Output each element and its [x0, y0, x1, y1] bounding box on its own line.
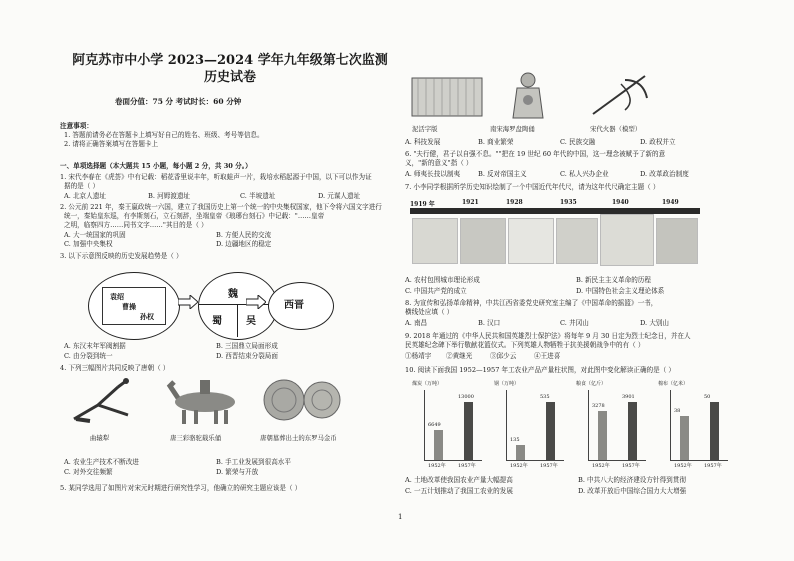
q10-stem: 10. 阅读下面我国 1952—1957 年工农业产品产量柱状图，对此图中变化解读正确的是（ ）	[405, 366, 676, 374]
q4-stem: 4. 下列三幅图片共同反映了唐朝（ ）	[60, 364, 170, 372]
q7-option-d: D. 中国特色社会主义理论体系	[576, 287, 665, 295]
timeline-image-4	[556, 218, 598, 264]
timeline-year-5: 1940	[612, 199, 629, 206]
q9-option-4: ④王进喜	[534, 352, 561, 360]
camel-figurine-image	[160, 372, 250, 428]
chart-y-axis	[670, 390, 671, 460]
q10-option-d: D. 改革开放后中国综合国力大大增强	[578, 487, 687, 495]
chart-bar	[516, 445, 525, 460]
q5-caption-3: 宋代火器（模型）	[590, 125, 642, 133]
chart-value-label: 13000	[458, 394, 474, 400]
chart-bar	[434, 430, 443, 460]
notice-heading: 注意事项：	[60, 122, 93, 130]
q10-option-c: C. 一五计划推动了我国工农业的发展	[405, 487, 513, 495]
q6-stem-2: 义，"新的意义"指（ ）	[405, 159, 473, 167]
q4-caption-3: 唐朝墓葬出土的东罗马金币	[260, 434, 337, 442]
chart-bar	[628, 402, 637, 460]
chart-value-label: 535	[540, 394, 550, 400]
q1-option-d: D. 元谋人遗址	[318, 192, 361, 200]
fire-weapon-image	[585, 70, 655, 120]
q8-option-c: C. 井冈山	[560, 319, 589, 327]
diagram-center-left: 蜀	[212, 316, 222, 327]
timeline-year-4: 1935	[560, 199, 577, 206]
q5-option-b: B. 商业繁荣	[478, 138, 514, 146]
q8-option-b: B. 汉口	[478, 319, 501, 327]
notice-item-1: 1. 答题前请务必在答题卡上填写好自己的姓名、班级、考号等信息。	[64, 131, 264, 139]
q1-stem-2: 据的是（ ）	[64, 182, 100, 190]
chart-category-label: 1957年	[540, 463, 558, 469]
plough-image	[68, 375, 146, 427]
chart-y-axis	[424, 390, 425, 460]
q8-stem-2: 横线处应填（ ）	[405, 308, 454, 316]
timeline-year-1: 1919 年	[410, 201, 435, 208]
chart-bar	[464, 402, 473, 460]
timeline-image-2	[460, 218, 506, 264]
q9-stem-2: 民英雄纪念碑下举行敬献花篮仪式。下列英雄人物牺牲于抗美援朝战争中的有（ ）	[405, 341, 645, 349]
chart-value-label: 135	[510, 437, 520, 443]
timeline-year-3: 1928	[506, 199, 523, 206]
q3-option-d: D. 西晋结束分裂局面	[216, 352, 278, 360]
diagram-left-mid: 曹操	[122, 302, 136, 311]
exam-title	[70, 52, 390, 86]
q2-option-b: B. 方便人民的交流	[216, 231, 272, 239]
chart-category-label: 1957年	[458, 463, 476, 469]
chart-title: 粮食（亿斤）	[576, 381, 607, 387]
q5-caption-1: 泥活字版	[412, 125, 438, 133]
timeline-image-6	[656, 218, 698, 264]
q9-stem-1: 9. 2018 年通过的《中华人民共和国英雄烈士保护法》将每年 9 月 30 日定为烈士纪念日，并在人	[405, 332, 691, 340]
q5-option-c: C. 民族交融	[560, 138, 596, 146]
chart-x-axis	[670, 460, 728, 461]
q9-option-3: ③邱少云	[490, 352, 517, 360]
chart-x-axis	[506, 460, 564, 461]
q3-option-c: C. 由分裂到统一	[64, 352, 113, 360]
timeline-year-6: 1949	[662, 199, 679, 206]
q6-option-c: C. 私人兴办企业	[560, 170, 609, 178]
diagram-center-right: 吴	[246, 316, 256, 327]
q1-stem-1: 1. 宋代李春在《虎荟》中有记载：稻花香里说丰年，听取蛙声一片，栽培水稻起源于中国，以下可以作为证	[60, 173, 372, 181]
q10-option-a: A. 土地改革使我国农业产量大幅提高	[405, 476, 513, 484]
q7-option-b: B. 新民主主义革命的历程	[576, 276, 651, 284]
q5-option-a: A. 科技发展	[405, 138, 441, 146]
q4-option-a: A. 农业生产技术不断改进	[64, 458, 139, 466]
q2-stem-2: 统一，秦始皇东巡，有李斯刻石，立石刻辞，坐端皇帝《琅琊台刻石》中记载："……皇帝	[64, 212, 325, 220]
q3-option-a: A. 东汉末年军阀割据	[64, 342, 126, 350]
q7-stem: 7. 小李同学根据所学历史知识绘制了一个中国近代年代尺，请为这年代尺确定主题（ ）	[405, 183, 660, 191]
q4-caption-1: 曲辕犁	[90, 434, 110, 442]
chart-value-label: 50	[704, 394, 711, 400]
q8-stem-1: 8. 为宣传和弘扬革命精神，中共江西省委党史研究室主编了《中国革命的摇篮》一书，	[405, 299, 658, 307]
chart-category-label: 1957年	[704, 463, 722, 469]
q1-option-a: A. 北京人遗址	[64, 192, 106, 200]
chart-category-label: 1952年	[674, 463, 692, 469]
q9-option-2: ②黄继光	[446, 352, 473, 360]
chart-category-label: 1952年	[592, 463, 610, 469]
timeline-bar	[410, 208, 700, 214]
chart-value-label: 38	[674, 408, 681, 414]
q4-option-b: B. 手工业发展到很高水平	[216, 458, 291, 466]
chart-category-label: 1957年	[622, 463, 640, 469]
q4-caption-2: 唐三彩骆驼载乐俑	[170, 434, 222, 442]
section1-heading: 一、单项选择题（本大题共 15 小题，每小题 2 分，共 30 分。）	[60, 162, 252, 170]
chart-x-axis	[588, 460, 646, 461]
chart-value-label: 3278	[592, 403, 605, 409]
chart-category-label: 1952年	[510, 463, 528, 469]
q6-option-a: A. 师夷长技以制夷	[405, 170, 461, 178]
q4-option-d: D. 繁荣与开放	[216, 468, 259, 476]
score-line: 卷面分值：75 分 考试时长：60 分钟	[115, 97, 242, 106]
chart-value-label: 3901	[622, 394, 635, 400]
clay-type-image	[408, 74, 486, 120]
chart-y-axis	[588, 390, 589, 460]
chart-title: 棉布（亿米）	[658, 381, 689, 387]
q8-option-a: A. 南昌	[405, 319, 428, 327]
diagram-left-bot: 孙权	[140, 312, 154, 321]
q5-stem: 5. 某同学选用了如图片对宋元时期进行研究性学习，他确立的研究主题应该是（ ）	[60, 484, 302, 492]
q7-option-c: C. 中国共产党的成立	[405, 287, 467, 295]
chart-x-axis	[424, 460, 482, 461]
timeline-image-3	[508, 218, 554, 264]
diagram-center-oval	[198, 272, 278, 340]
chart-bar	[546, 402, 555, 460]
q2-option-c: C. 加强中央集权	[64, 240, 113, 248]
q2-option-a: A. 大一统国家的巩固	[64, 231, 126, 239]
timeline-map-image	[600, 214, 654, 266]
q9-option-1: ①杨靖宇	[405, 352, 432, 360]
diagram-center-vline	[237, 305, 238, 337]
coins-image	[262, 372, 342, 430]
q6-stem-1: 6. "夫行健，君子以自强不息。""把在 19 世纪 60 年代的中国，这一理念被赋予了新的意	[405, 150, 666, 158]
diagram-left-top: 袁绍	[110, 292, 124, 301]
q3-stem: 3. 以下示意图反映的历史发展趋势是（ ）	[60, 252, 183, 260]
q2-stem-1: 2. 公元前 221 年，秦王嬴政统一六国，建立了我国历史上第一个统一的中央集权国家，他下令将六国文字进行	[60, 203, 382, 211]
page-number: 1	[398, 513, 403, 521]
timeline-year-2: 1921	[462, 199, 479, 206]
chart-y-axis	[506, 390, 507, 460]
q7-option-a: A. 农村包围城市理论形成	[405, 276, 480, 284]
exam-title-line2: 历史试卷	[203, 70, 256, 85]
diagram-center-top: 魏	[228, 289, 238, 300]
q2-option-d: D. 边疆地区的稳定	[216, 240, 272, 248]
diagram-arrow-2	[246, 295, 266, 309]
diagram-arrow-1	[178, 295, 198, 309]
chart-title: 煤炭（万吨）	[412, 381, 443, 387]
exam-title-line1: 阿克苏市中小学 2023—2024 学年九年级第七次监测	[72, 53, 388, 68]
q8-option-d: D. 大别山	[640, 319, 670, 327]
q5-option-d: D. 政权并立	[640, 138, 676, 146]
notice-item-2: 2. 请将正确答案填写在答题卡上	[64, 140, 159, 148]
timeline-image-1	[412, 218, 458, 264]
q10-option-b: B. 中共八大的经济建设方针得到贯彻	[578, 476, 686, 484]
chart-bar	[680, 416, 689, 460]
compass-figurine-image	[503, 70, 553, 122]
diagram-right: 西晋	[284, 300, 304, 311]
q2-stem-3: 之明，临察四方……同书文字……"其目的是（ ）	[64, 221, 208, 229]
q6-option-b: B. 反对帝国主义	[478, 170, 527, 178]
chart-bar	[710, 402, 719, 460]
q3-option-b: B. 三国鼎立局面形成	[216, 342, 278, 350]
chart-category-label: 1952年	[428, 463, 446, 469]
q6-option-d: D. 改革政治制度	[640, 170, 689, 178]
q4-option-c: C. 对外交往频繁	[64, 468, 113, 476]
chart-value-label: 6649	[428, 422, 441, 428]
q1-option-c: C. 半坡遗址	[240, 192, 276, 200]
chart-title: 钢（万吨）	[494, 381, 520, 387]
q5-caption-2: 南宋海罗盘陶俑	[490, 125, 535, 133]
chart-bar	[598, 411, 607, 460]
q1-option-b: B. 河姆渡遗址	[148, 192, 191, 200]
